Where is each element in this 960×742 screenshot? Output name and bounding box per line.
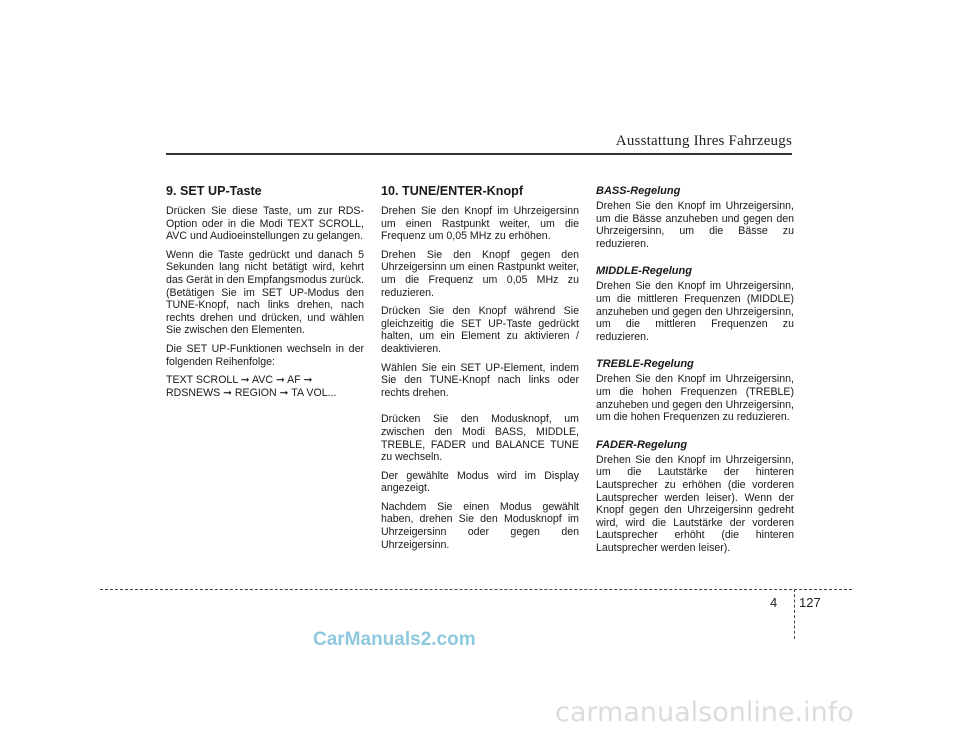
paragraph: Wählen Sie ein SET UP-Element, indem Sie den TUNE-Knopf nach links oder rechts drehen. [381, 361, 579, 399]
paragraph: Die SET UP-Funktionen wechseln in der folgenden Reihenfolge: [166, 342, 364, 368]
page-header-title: Ausstattung Ihres Fahrzeugs [615, 133, 792, 149]
paragraph: Drehen Sie den Knopf im Uhrzeigersinn, um die mittleren Frequenzen (MIDDLE) anzuheben und gegen den Uhrzeigersinn, um die mittleren Frequenzen zu reduzieren. [596, 280, 794, 343]
paragraph: Drücken Sie diese Taste, um zur RDS-Option oder in die Modi TEXT SCROLL, AVC und Audioeinstellungen zu gelangen. [166, 205, 364, 243]
paragraph: Nachdem Sie einen Modus gewählt haben, drehen Sie den Modusknopf im Uhrzeigersinn oder gegen den Uhrzeigersinn. [381, 500, 579, 551]
subheading-bass: BASS-Regelung [596, 185, 681, 197]
footer-vertical-dashed-rule [794, 589, 795, 639]
chapter-number: 4 [770, 595, 778, 610]
spacer [381, 405, 579, 413]
paragraph: Drehen Sie den Knopf im Uhrzeigersinn, um die Bässe anzuheben und gegen den Uhrzeigersinn, um die Bässe zu reduzieren. [596, 200, 794, 250]
footer-dashed-rule [100, 589, 852, 590]
function-sequence: TEXT SCROLL ➞ AVC ➞ AF ➞ RDSNEWS ➞ REGION ➞ TA VOL... [166, 374, 337, 399]
section-heading-tune-enter: 10. TUNE/ENTER-Knopf [381, 184, 524, 198]
paragraph: Der gewählte Modus wird im Display angezeigt. [381, 469, 579, 495]
watermark-carmanuals2[interactable]: CarManuals2.com [313, 629, 476, 650]
paragraph: Drücken Sie den Knopf während Sie gleichzeitig die SET UP-Taste gedrückt halten, um ein Element zu aktivieren / deaktivieren. [381, 305, 579, 355]
spacer [596, 430, 794, 438]
column-tune-enter [381, 184, 579, 557]
paragraph: Drehen Sie den Knopf im Uhrzeigersinn, um die Lautstärke der hinteren Lautsprecher zu erhöhen (die vorderen Lautsprecher werden leiser). Wenn der Knopf gegen den Uhrzeigersinn gedreht wird, wird die Lautstärke der vorderen Lautsprecher erhöht (die hinteren Lautsprecher werden leiser). [596, 453, 794, 554]
spacer [596, 349, 794, 357]
subheading-fader: FADER-Regelung [596, 438, 688, 451]
page-number: 127 [799, 595, 821, 610]
watermark-carmanualsonline: carmanualsonline.info [555, 697, 854, 728]
header-rule [166, 153, 792, 155]
paragraph: Drehen Sie den Knopf im Uhrzeigersinn um einen Rastpunkt weiter, um die Frequenz um 0,05 MHz zu erhöhen. [381, 205, 579, 243]
column-sound-controls [596, 184, 794, 560]
paragraph: Drücken Sie den Modusknopf, um zwischen den Modi BASS, MIDDLE, TREBLE, FADER und BALANCE TUNE zu wechseln. [381, 413, 579, 464]
column-set-up [166, 184, 364, 405]
subheading-middle: MIDDLE-Regelung [596, 265, 692, 278]
paragraph: Drehen Sie den Knopf gegen den Uhrzeigersinn um einen Rastpunkt weiter, um die Frequenz um 0,05 MHz zu reduzieren. [381, 248, 579, 299]
paragraph: Wenn die Taste gedrückt und danach 5 Sekunden lang nicht betätigt wird, kehrt das Gerät in den Empfangsmodus zurück. (Betätigen Sie im SET UP-Modus den TUNE-Knopf, nach links drehen, nach rechts drehen und drücken, und wählen Sie zwischen den Elementen. [166, 248, 364, 337]
subheading-treble: TREBLE-Regelung [596, 358, 694, 371]
spacer [596, 256, 794, 264]
paragraph: Drehen Sie den Knopf im Uhrzeigersinn, um die hohen Frequenzen (TREBLE) anzuheben und gegen den Uhrzeigersinn, um die hohen Frequenzen zu reduzieren. [596, 373, 794, 424]
section-heading-set-up: 9. SET UP-Taste [166, 184, 262, 198]
